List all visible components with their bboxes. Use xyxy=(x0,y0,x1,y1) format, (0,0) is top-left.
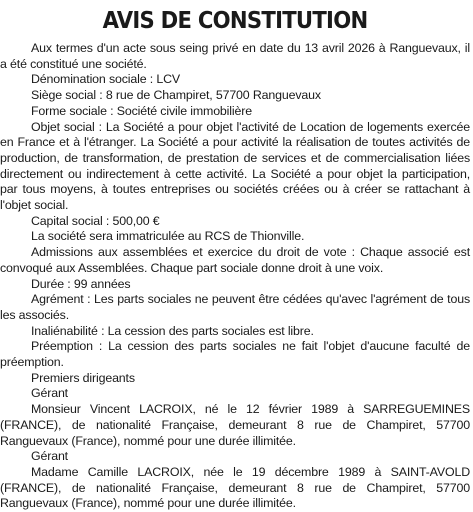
manager-vincent-paragraph: Monsieur Vincent LACROIX, né le 12 février 1989 à SARREGUEMINES (FRANCE), de nationalité Française, demeurant 8 rue de Champiret, 57700 Ranguevaux (France), nommé pour une durée illimitée. xyxy=(0,402,470,448)
inalienability-line: Inaliénabilité : La cession des parts sociales est libre. xyxy=(31,323,314,338)
company-name-line: Dénomination sociale : LCV xyxy=(31,72,180,87)
manager-camille-paragraph: Madame Camille LACROIX, née le 19 décembre 1989 à SAINT-AVOLD (FRANCE), de nationalité Française, demeurant 8 rue de Champiret, 57700 Ranguevaux (France), nommé pour une durée illimitée. xyxy=(0,464,470,511)
approval-paragraph: Agrément : Les parts sociales ne peuvent être cédées qu'avec l'agrément de tous les associés. xyxy=(0,292,470,322)
first-managers-heading: Premiers dirigeants xyxy=(31,370,135,385)
manager-label: Gérant xyxy=(31,449,68,464)
legal-form-line: Forme sociale : Société civile immobilière xyxy=(31,103,252,118)
corporate-purpose-paragraph: Objet social : La Société a pour objet l'activité de Location de logements exercée en France et à l'étranger. La Société a pour activité la réalisation de toutes activités de production, de transformation, de prestation de services et de commercialisation liées directement ou indirectement à cette activité. La Société a pour objet la participation, par tous moyens, à toutes entreprises ou sociétés créées ou à créer se rattachant à l'objet social. xyxy=(0,119,470,213)
preemption-paragraph: Préemption : La cession des parts sociales ne fait l'objet d'aucune faculté de préemption. xyxy=(0,339,470,370)
registration-line: La société sera immatriculée au RCS de Thionville. xyxy=(31,229,305,244)
share-capital-line: Capital social : 500,00 € xyxy=(31,213,160,228)
notice-body xyxy=(0,41,470,512)
notice-title: AVIS DE CONSTITUTION xyxy=(102,8,368,34)
duration-line: Durée : 99 années xyxy=(31,276,131,291)
manager-label: Gérant xyxy=(31,386,68,401)
voting-rights-paragraph: Admissions aux assemblées et exercice du droit de vote : Chaque associé est convoqué aux Assemblées. Chaque part sociale donne droit à une voix. xyxy=(0,245,470,275)
intro-paragraph: Aux termes d'un acte sous seing privé en date du 13 avril 2026 à Ranguevaux, il a été constitué une société. xyxy=(0,41,470,71)
registered-office-line: Siège social : 8 rue de Champiret, 57700 Ranguevaux xyxy=(31,88,321,103)
